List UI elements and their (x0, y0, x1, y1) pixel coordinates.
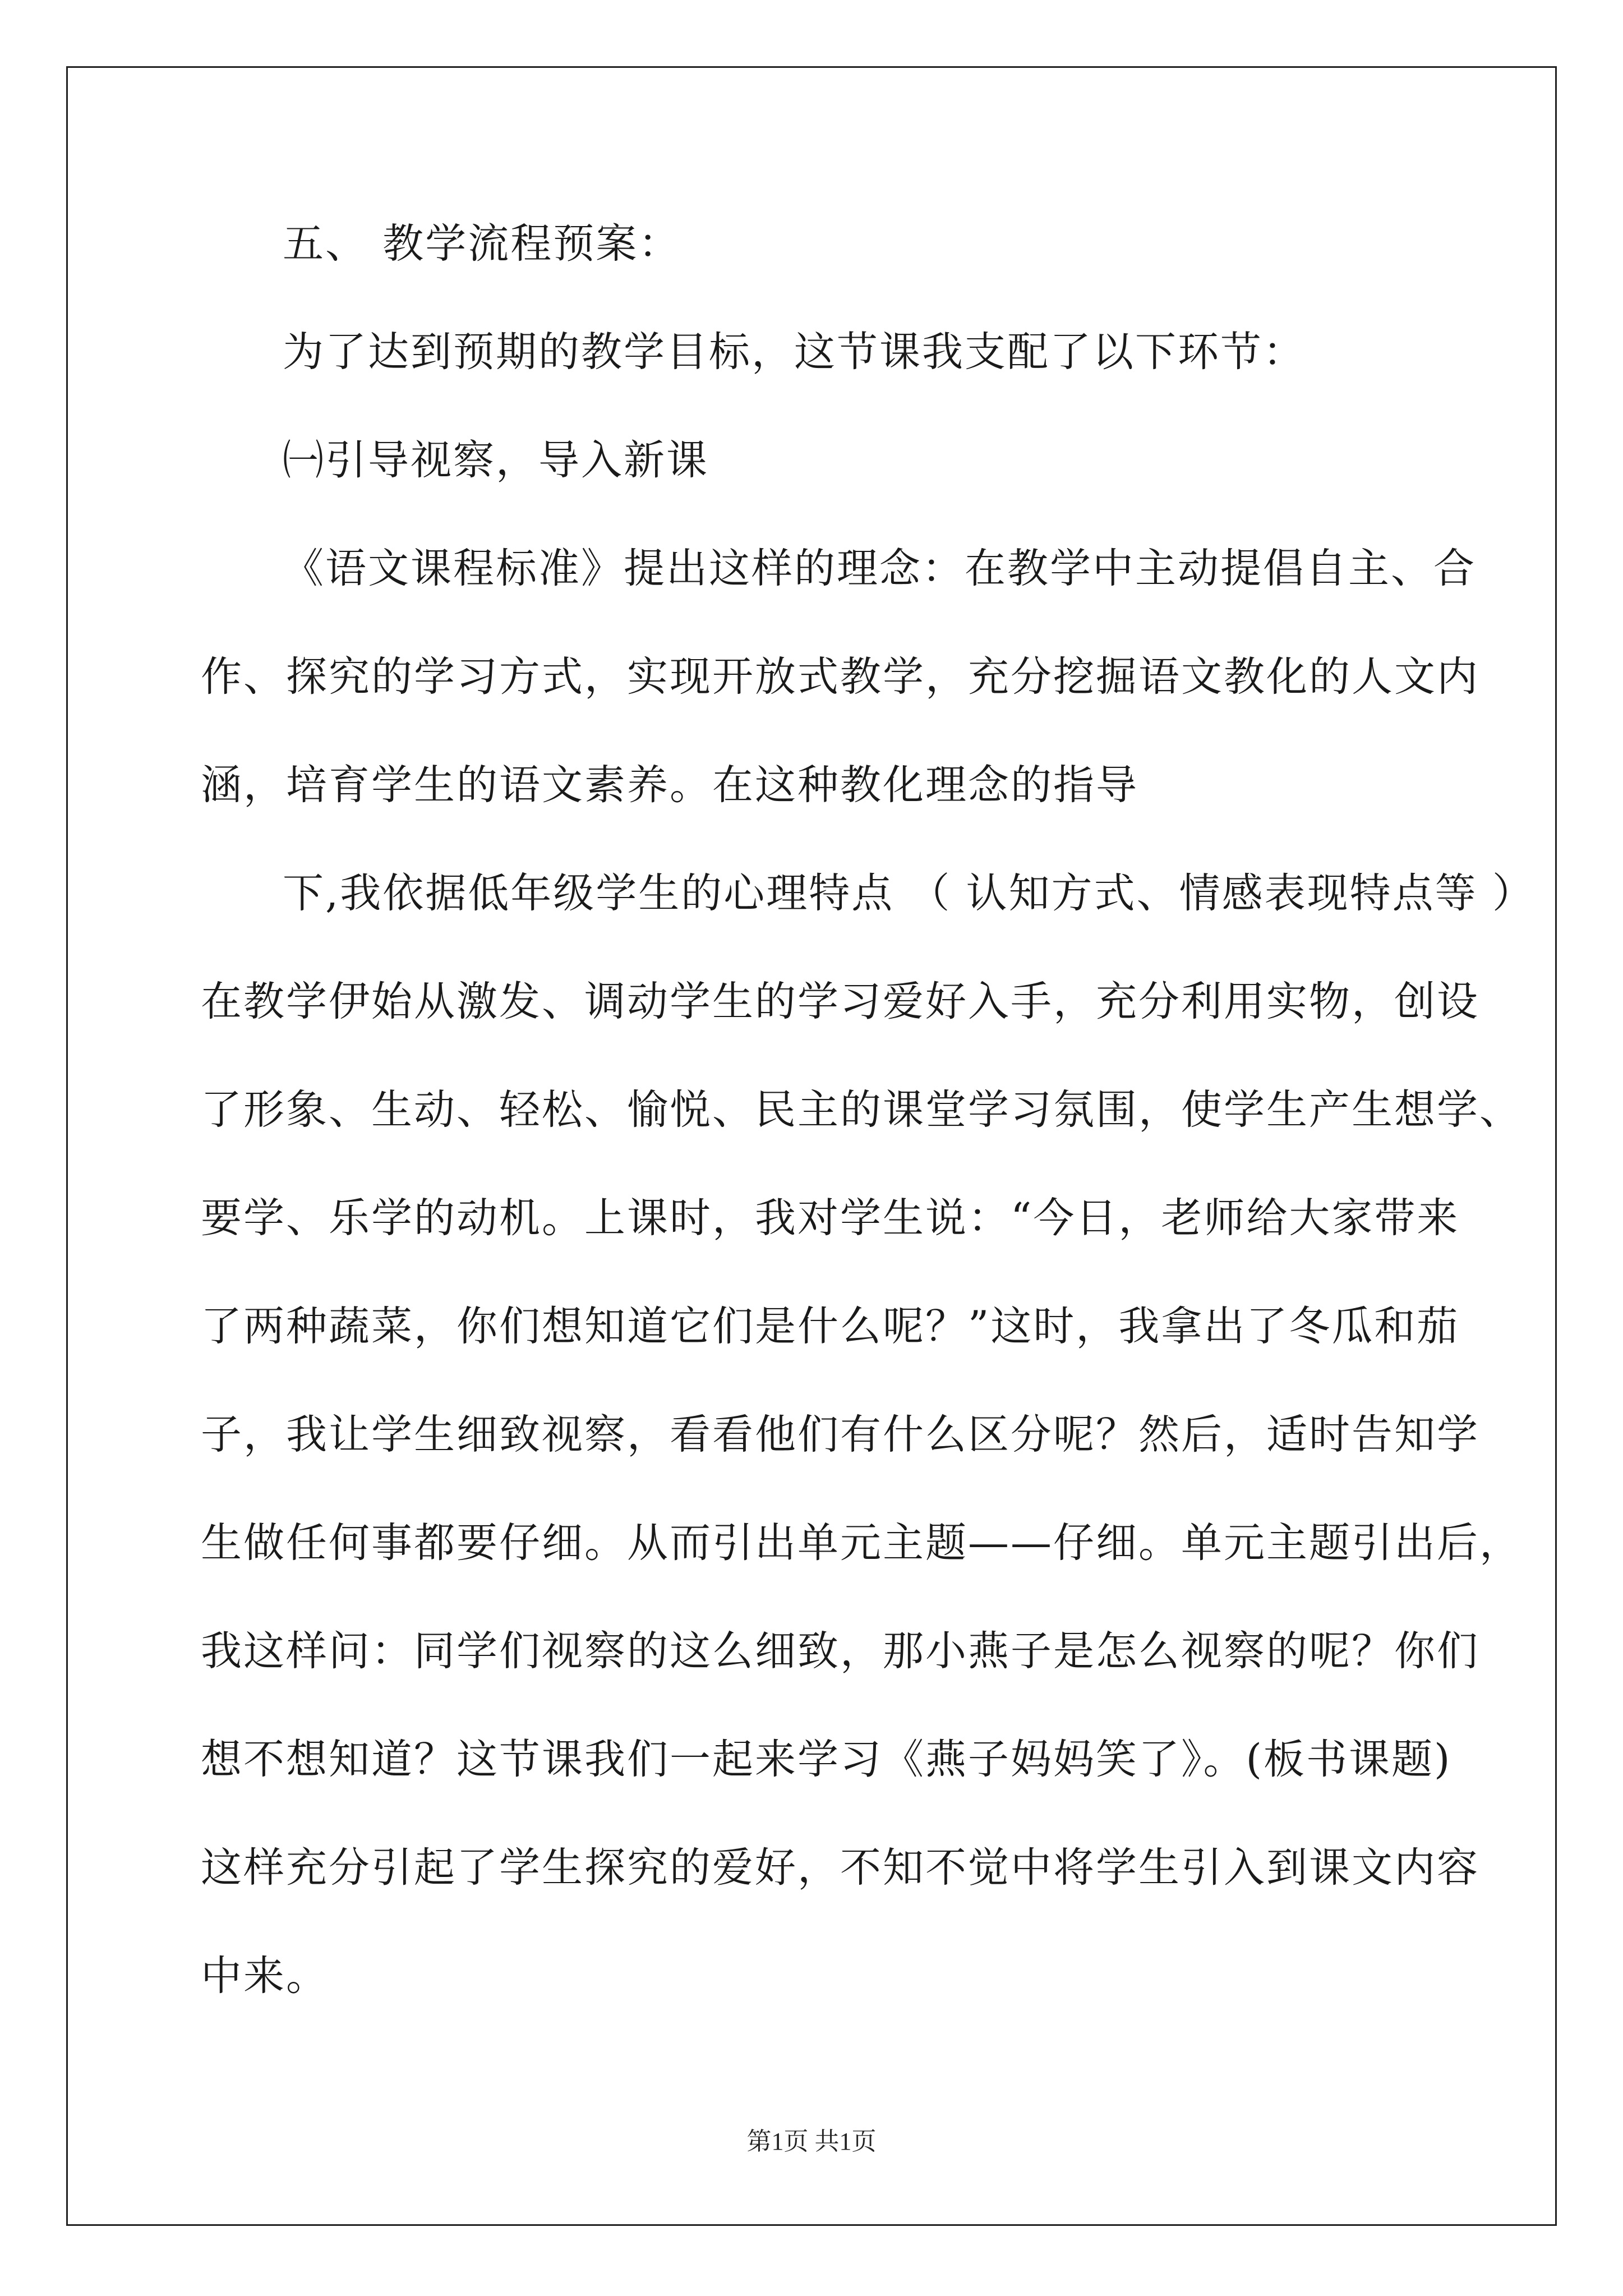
paragraph-line: 想不想知道？这节课我们一起来学习《燕子妈妈笑了》。(板书课题) (201, 1736, 1452, 1783)
paragraph-line: 《语文课程标准》提出这样的理念：在教学中主动提倡自主、合 (283, 545, 1476, 592)
paragraph-line: 在教学伊始从激发、调动学生的学习爱好入手，充分利用实物，创设 (201, 978, 1479, 1025)
paragraph-line: 了两种蔬菜，你们想知道它们是什么呢？”这时，我拿出了冬瓜和茄 (201, 1303, 1460, 1350)
paragraph-line: 要学、乐学的动机。上课时，我对学生说：“今日，老师给大家带来 (201, 1194, 1460, 1242)
paragraph-line: 涵，培育学生的语文素养。在这种教化理念的指导 (201, 761, 1138, 809)
page-border (66, 66, 1557, 2226)
section-heading: 五、 教学流程预案： (283, 220, 681, 268)
paragraph-line: 下,我依据低年级学生的心理特点 （ 认知方式、情感表现特点等 ） (283, 869, 1535, 917)
page-footer: 第1页 共1页 (746, 2128, 877, 2155)
paragraph-line: 这样充分引起了学生探究的爱好，不知不觉中将学生引入到课文内容 (201, 1844, 1479, 1892)
subsection-heading: ㈠引导视察，导入新课 (283, 436, 709, 484)
paragraph-line: 中来。 (201, 1952, 329, 2000)
paragraph-line: 了形象、生动、轻松、愉悦、民主的课堂学习氛围，使学生产生想学、 (201, 1086, 1522, 1134)
paragraph-line: 我这样问：同学们视察的这么细致，那小燕子是怎么视察的呢？你们 (201, 1627, 1479, 1675)
paragraph-line: 生做任何事都要仔细。从而引出单元主题——仔细。单元主题引出后， (201, 1519, 1522, 1567)
paragraph-line: 为了达到预期的教学目标，这节课我支配了以下环节： (283, 328, 1306, 376)
paragraph-line: 作、探究的学习方式，实现开放式教学，充分挖掘语文教化的人文内 (201, 653, 1479, 701)
paragraph-line: 子，我让学生细致视察，看看他们有什么区分呢？然后，适时告知学 (201, 1411, 1479, 1458)
